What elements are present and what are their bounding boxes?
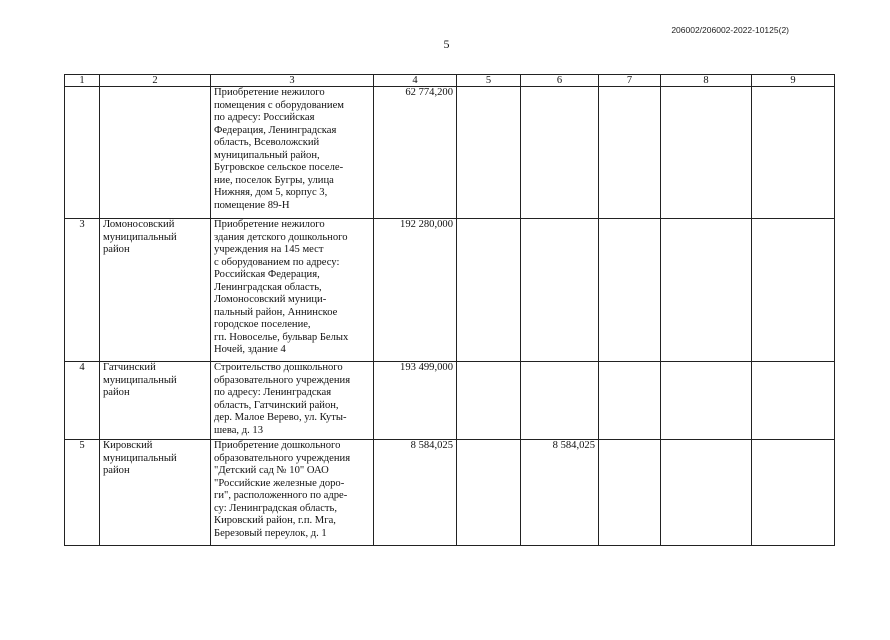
value-cell [661, 362, 752, 440]
value-cell [752, 87, 835, 219]
table-row [65, 440, 835, 546]
page-number: 5 [443, 37, 450, 51]
value-cell [457, 440, 521, 546]
column-header: 9 [752, 75, 835, 87]
description-cell: Приобретение дошкольного образовательного учреждения "Детский сад № 10" ОАО "Российские железные доро- ги", расположенного по адре- су: Ленинградская область, Кировский район, г.п. Мга, Березовый переулок, д. 1 [211, 440, 374, 546]
amount-cell: 62 774,200 [374, 87, 457, 219]
value-cell [752, 219, 835, 362]
row-number-cell: 5 [65, 440, 100, 546]
district-cell: Кировский муниципальный район [100, 440, 211, 546]
value-cell: 8 584,025 [521, 440, 599, 546]
table-row [65, 362, 835, 440]
value-cell [599, 219, 661, 362]
table-row [65, 219, 835, 362]
value-cell [599, 440, 661, 546]
column-header: 2 [100, 75, 211, 87]
column-header: 7 [599, 75, 661, 87]
row-number-cell [65, 87, 100, 219]
row-number-cell: 4 [65, 362, 100, 440]
value-cell [661, 440, 752, 546]
description-cell: Приобретение нежилого помещения с оборудованием по адресу: Российская Федерация, Ленинградская область, Всеволожский муниципальный район, Бугровское сельское поселе- ние, поселок Бугры, улица Нижняя, дом 5, корпус 3, помещение 89-Н [211, 87, 374, 219]
value-cell [457, 362, 521, 440]
value-cell [661, 87, 752, 219]
district-cell [100, 87, 211, 219]
value-cell [661, 219, 752, 362]
column-header: 3 [211, 75, 374, 87]
column-header: 8 [661, 75, 752, 87]
column-header: 5 [457, 75, 521, 87]
value-cell [752, 440, 835, 546]
value-cell [457, 219, 521, 362]
value-cell [521, 87, 599, 219]
data-table [64, 74, 835, 546]
amount-cell: 193 499,000 [374, 362, 457, 440]
value-cell [521, 219, 599, 362]
value-cell [457, 87, 521, 219]
district-cell: Гатчинский муниципальный район [100, 362, 211, 440]
value-cell [752, 362, 835, 440]
value-cell [599, 362, 661, 440]
column-header: 4 [374, 75, 457, 87]
description-cell: Приобретение нежилого здания детского дошкольного учреждения на 145 мест с оборудованием по адресу: Российская Федерация, Ленинградская область, Ломоносовский муници- пальный район, Аннинское городское поселение, гп. Новоселье, бульвар Белых Ночей, здание 4 [211, 219, 374, 362]
column-header: 1 [65, 75, 100, 87]
row-number-cell: 3 [65, 219, 100, 362]
value-cell [521, 362, 599, 440]
district-cell: Ломоносовский муниципальный район [100, 219, 211, 362]
column-header: 6 [521, 75, 599, 87]
amount-cell: 8 584,025 [374, 440, 457, 546]
table-header [65, 75, 835, 87]
amount-cell: 192 280,000 [374, 219, 457, 362]
description-cell: Строительство дошкольного образовательного учреждения по адресу: Ленинградская область, Гатчинский район, дер. Малое Верево, ул. Куты- шева, д. 13 [211, 362, 374, 440]
table-row [65, 87, 835, 219]
value-cell [599, 87, 661, 219]
document-id: 206002/206002-2022-10125(2) [671, 25, 789, 35]
